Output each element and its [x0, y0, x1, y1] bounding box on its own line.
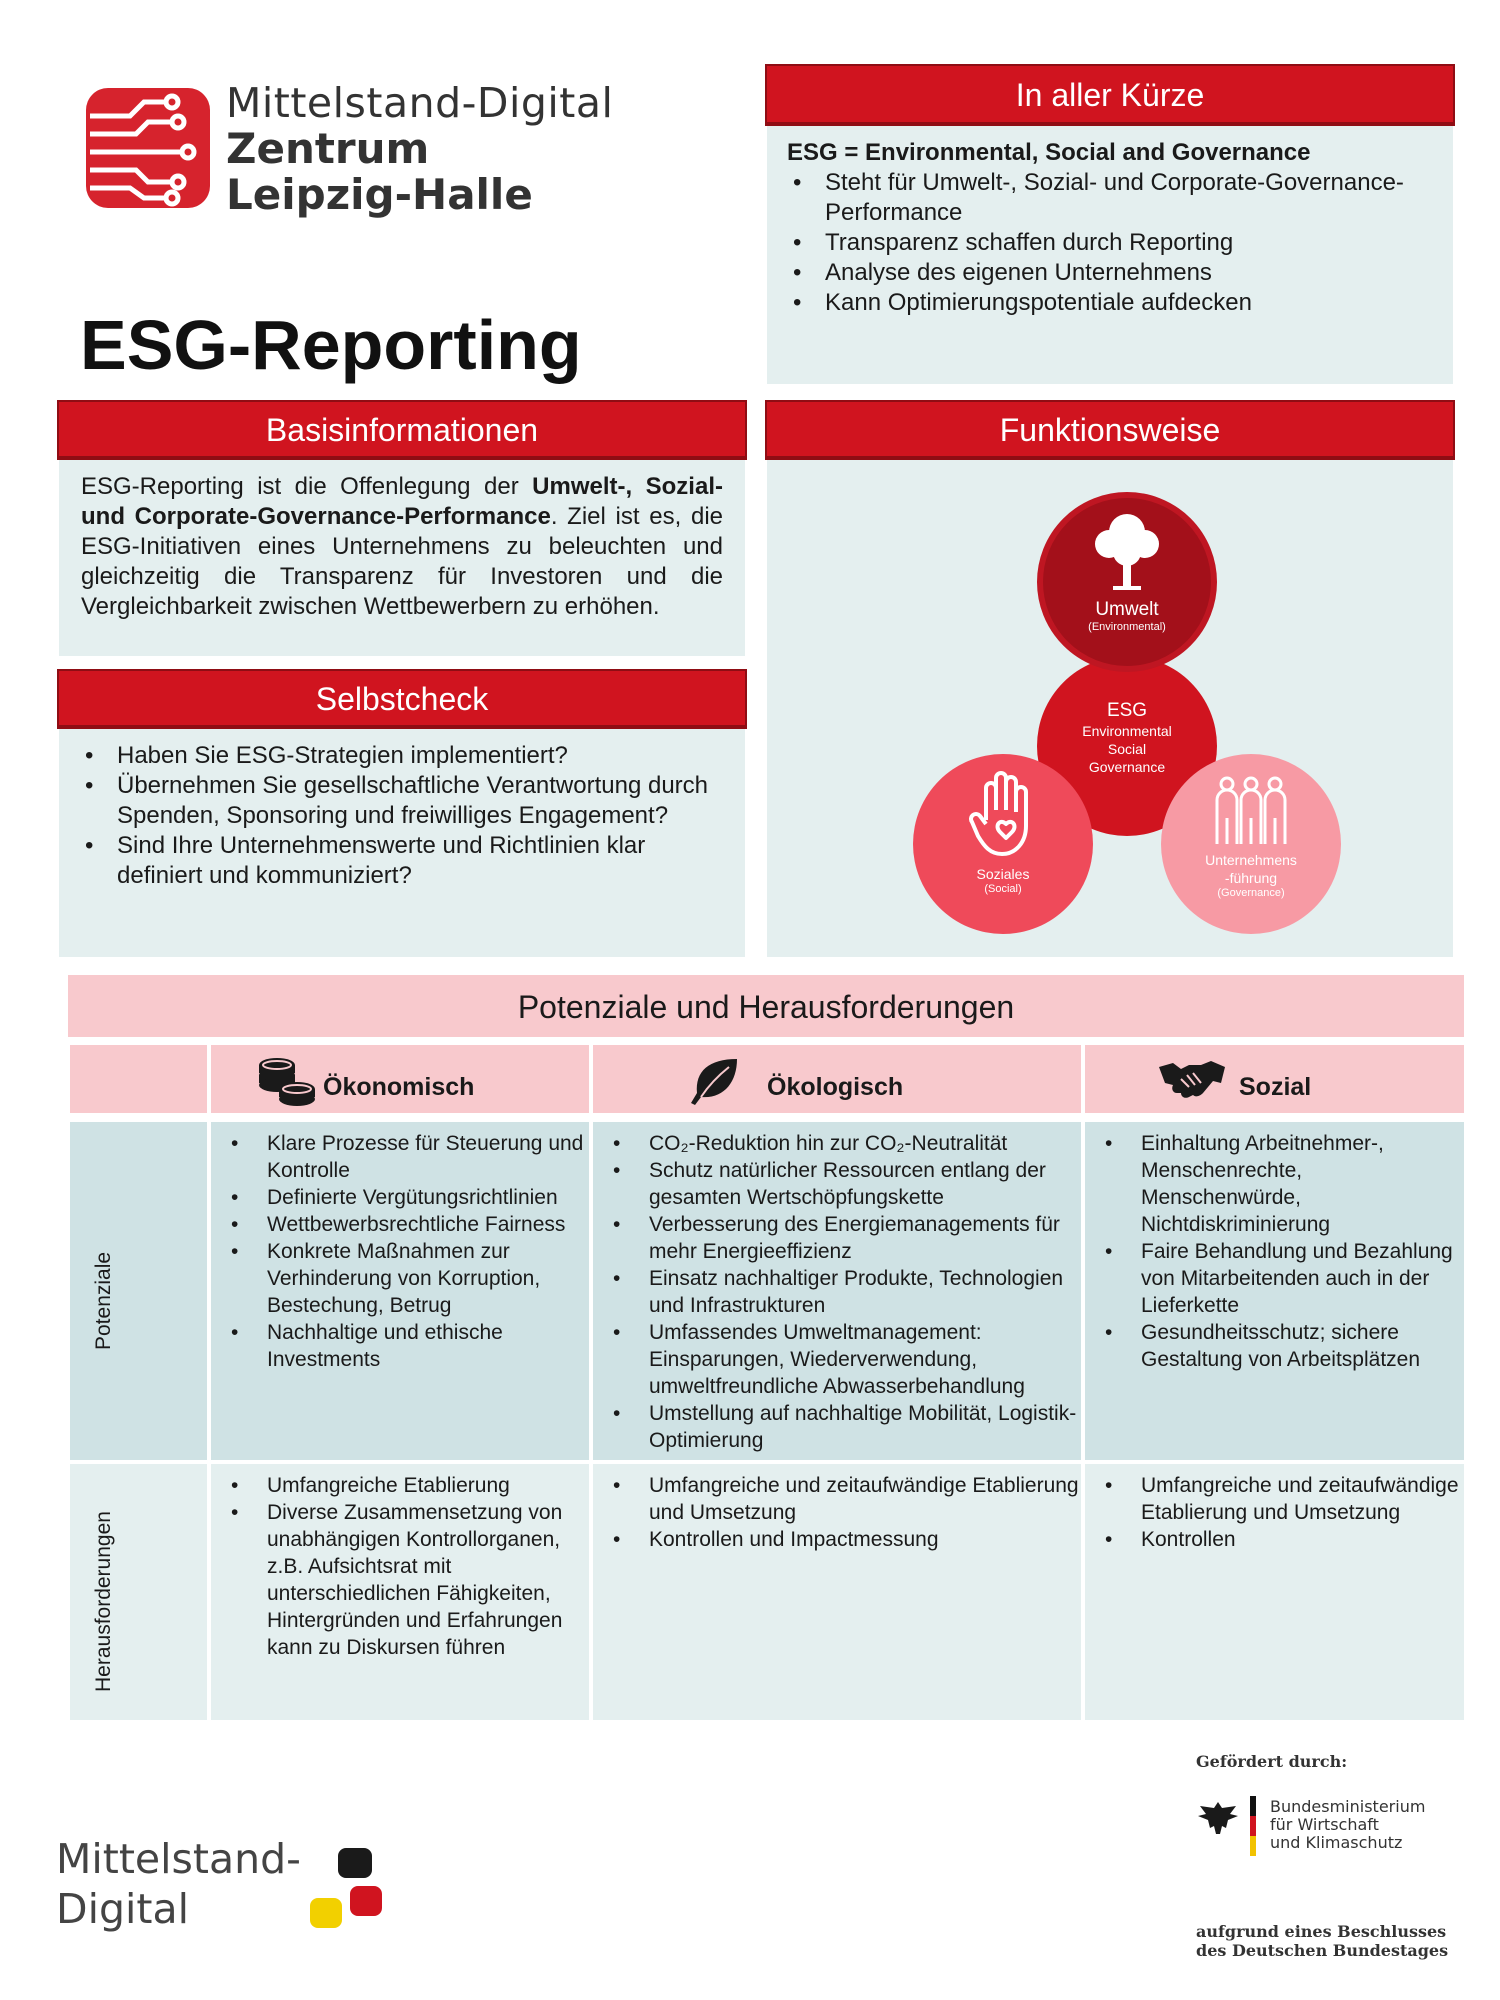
esg-line: Governance — [1088, 759, 1166, 775]
list-item: • Umfangreiche Etablierung — [211, 1472, 589, 1499]
hand-heart-icon — [968, 770, 1038, 860]
umwelt-sub: (Environmental) — [1088, 621, 1166, 633]
col-header-sozial — [1085, 1045, 1464, 1113]
col-label-oekonomisch: Ökonomisch — [323, 1073, 475, 1101]
kurz-panel — [767, 126, 1453, 384]
col-label-sozial: Sozial — [1239, 1073, 1312, 1101]
umwelt-circle — [1037, 492, 1217, 672]
handshake-icon — [1159, 1059, 1225, 1101]
flag-red-stripe — [1250, 1816, 1256, 1836]
col-header-oekonomisch — [211, 1045, 589, 1113]
basis-panel — [59, 460, 745, 656]
list-item: • Umfangreiche und zeitaufwändige Etablierung und Umsetzung — [593, 1472, 1081, 1526]
basis-text-bold: Umwelt-, Sozial- und Corporate-Governance-Performance — [81, 473, 723, 530]
page-title: ESG-Reporting — [80, 306, 582, 384]
funk-panel — [767, 460, 1453, 957]
esg-title: ESG — [1106, 700, 1148, 721]
col-header-oekologisch — [593, 1045, 1081, 1113]
list-item: • Umfangreiche und zeitaufwändige Etablierung und Umsetzung — [1085, 1472, 1464, 1526]
md-line: Mittelstand- — [56, 1835, 301, 1883]
flag-black-stripe — [1250, 1796, 1256, 1816]
list-item: • Umfassendes Umweltmanagement: Einsparungen, Wiederverwendung, umweltfreundliche Abwasserbehandlung — [593, 1319, 1081, 1400]
cell-her-oekonomisch — [211, 1464, 589, 1720]
bmwk-line: für Wirtschaft — [1270, 1815, 1379, 1834]
bmwk-line: Bundesministerium — [1270, 1797, 1426, 1816]
esg-line: Environmental — [1082, 723, 1172, 739]
row-header-herausforderungen — [70, 1464, 207, 1720]
list-item: • Schutz natürlicher Ressourcen entlang der gesamten Wertschöpfungskette — [593, 1157, 1081, 1211]
list-item: • Wettbewerbsrechtliche Fairness — [211, 1211, 589, 1238]
list-item: • Einhaltung Arbeitnehmer-, Menschenrechte, Menschenwürde, Nichtdiskriminierung — [1085, 1130, 1464, 1238]
pot-oekonomisch-list — [211, 1122, 589, 1373]
basis-text-1: ESG-Reporting ist die Offenlegung der — [81, 473, 533, 500]
list-item: • Kontrollen und Impactmessung — [593, 1526, 1081, 1553]
kurz-list — [787, 168, 1433, 318]
umwelt-title: Umwelt — [1095, 599, 1159, 620]
gov-sub: (Governance) — [1217, 887, 1285, 899]
list-item: • Gesundheitsschutz; sichere Gestaltung von Arbeitsplätzen — [1085, 1319, 1464, 1373]
sozial-circle — [913, 754, 1093, 934]
beschluss-label — [1196, 1922, 1448, 1960]
list-item: • Faire Behandlung und Bezahlung von Mitarbeitenden auch in der Lieferkette — [1085, 1238, 1464, 1319]
funk-heading: Funktionsweise — [765, 400, 1455, 460]
cell-her-oekologisch — [593, 1464, 1081, 1720]
esg-definition: ESG = Environmental, Social and Governance — [787, 139, 1311, 166]
coins-icon — [255, 1055, 319, 1107]
leaf-icon — [689, 1057, 739, 1105]
list-item: • Haben Sie ESG-Strategien implementiert? — [79, 741, 725, 771]
her-sozial-list — [1085, 1464, 1464, 1553]
list-item: • Analyse des eigenen Unternehmens — [787, 258, 1433, 288]
list-item: • Nachhaltige und ethische Investments — [211, 1319, 589, 1373]
cell-pot-oekologisch — [593, 1122, 1081, 1460]
beschluss-line: aufgrund eines Beschlusses — [1196, 1922, 1447, 1941]
bmwk-label — [1270, 1798, 1425, 1852]
bmwk-line: und Klimaschutz — [1270, 1833, 1403, 1852]
md-line: Digital — [56, 1885, 189, 1933]
list-item: • Verbesserung des Energiemanagements für mehr Energieeffizienz — [593, 1211, 1081, 1265]
list-item: • Klare Prozesse für Steuerung und Kontrolle — [211, 1130, 589, 1184]
list-item: • Kontrollen — [1085, 1526, 1464, 1553]
list-item: • Steht für Umwelt-, Sozial- und Corporate-Governance-Performance — [787, 168, 1433, 228]
gefoerdert-label: Gefördert durch: — [1196, 1752, 1348, 1771]
sozial-title: Soziales — [976, 866, 1030, 882]
list-item: • Umstellung auf nachhaltige Mobilität, Logistik-Optimierung — [593, 1400, 1081, 1454]
list-item: • Kann Optimierungspotentiale aufdecken — [787, 288, 1433, 318]
selbst-list — [79, 741, 725, 891]
col-label-oekologisch: Ökologisch — [767, 1073, 904, 1101]
list-item: • Diverse Zusammensetzung von unabhängigen Kontrollorganen, z.B. Aufsichtsrat mit unterschiedlichen Fähigkeiten, Hintergründen und Erfahrungen kann zu Diskursen führen — [211, 1499, 589, 1661]
md-logo-red-square — [350, 1886, 382, 1916]
gov-line: -führung — [1224, 870, 1278, 886]
basis-heading: Basisinformationen — [57, 400, 747, 460]
basis-text-2: . Ziel ist es, die ESG-Initiativen eines Unternehmens zu beleuchten und gleichzeitig die Transparenz für Investoren und die Vergleichbarkeit zwischen Wettbewerbern zu erhöhen. — [81, 503, 723, 620]
list-item: • Konkrete Maßnahmen zur Verhinderung von Korruption, Bestechung, Betrug — [211, 1238, 589, 1319]
cell-her-sozial — [1085, 1464, 1464, 1720]
list-item: • Sind Ihre Unternehmenswerte und Richtlinien klar definiert und kommuniziert? — [79, 831, 725, 891]
zentrum-logo-text — [226, 80, 613, 218]
cell-pot-oekonomisch — [211, 1122, 589, 1460]
pot-sozial-list — [1085, 1122, 1464, 1373]
esg-line: Social — [1107, 741, 1147, 757]
row-header-potenziale — [70, 1122, 207, 1460]
table-corner-cell — [70, 1045, 207, 1113]
gov-line: Unternehmens — [1205, 852, 1297, 868]
tree-icon — [1087, 510, 1167, 594]
her-oekologisch-list — [593, 1464, 1081, 1553]
cell-pot-sozial — [1085, 1122, 1464, 1460]
list-item: • Definierte Vergütungsrichtlinien — [211, 1184, 589, 1211]
selbst-heading: Selbstcheck — [57, 669, 747, 729]
row-label-herausforderungen: Herausforderungen — [92, 1511, 115, 1692]
list-item: • Einsatz nachhaltiger Produkte, Technologien und Infrastrukturen — [593, 1265, 1081, 1319]
list-item: • Transparenz schaffen durch Reporting — [787, 228, 1433, 258]
eagle-icon — [1196, 1798, 1240, 1838]
potenziale-title: Potenziale und Herausforderungen — [68, 975, 1464, 1037]
kurz-heading: In aller Kürze — [765, 64, 1455, 126]
row-label-potenziale: Potenziale — [92, 1251, 115, 1350]
logo-line-1: Mittelstand-Digital — [226, 79, 614, 127]
selbst-panel — [59, 729, 745, 957]
sozial-sub: (Social) — [984, 883, 1022, 895]
list-item: • Übernehmen Sie gesellschaftliche Verantwortung durch Spenden, Sponsoring und freiwilliges Engagement? — [79, 771, 725, 831]
zentrum-logo-icon — [86, 88, 210, 208]
md-logo-black-square — [338, 1848, 372, 1878]
mittelstand-digital-logo-text — [56, 1834, 301, 1934]
logo-line-3: Leipzig-Halle — [226, 170, 533, 219]
pot-oekologisch-list — [593, 1122, 1081, 1454]
her-oekonomisch-list — [211, 1464, 589, 1661]
logo-line-2: Zentrum — [226, 124, 430, 173]
beschluss-line: des Deutschen Bundestages — [1196, 1941, 1449, 1960]
md-logo-yellow-square — [310, 1898, 342, 1928]
list-item: • CO₂-Reduktion hin zur CO₂-Neutralität — [593, 1130, 1081, 1157]
people-icon — [1211, 774, 1291, 846]
governance-circle — [1161, 754, 1341, 934]
flag-gold-stripe — [1250, 1836, 1256, 1856]
